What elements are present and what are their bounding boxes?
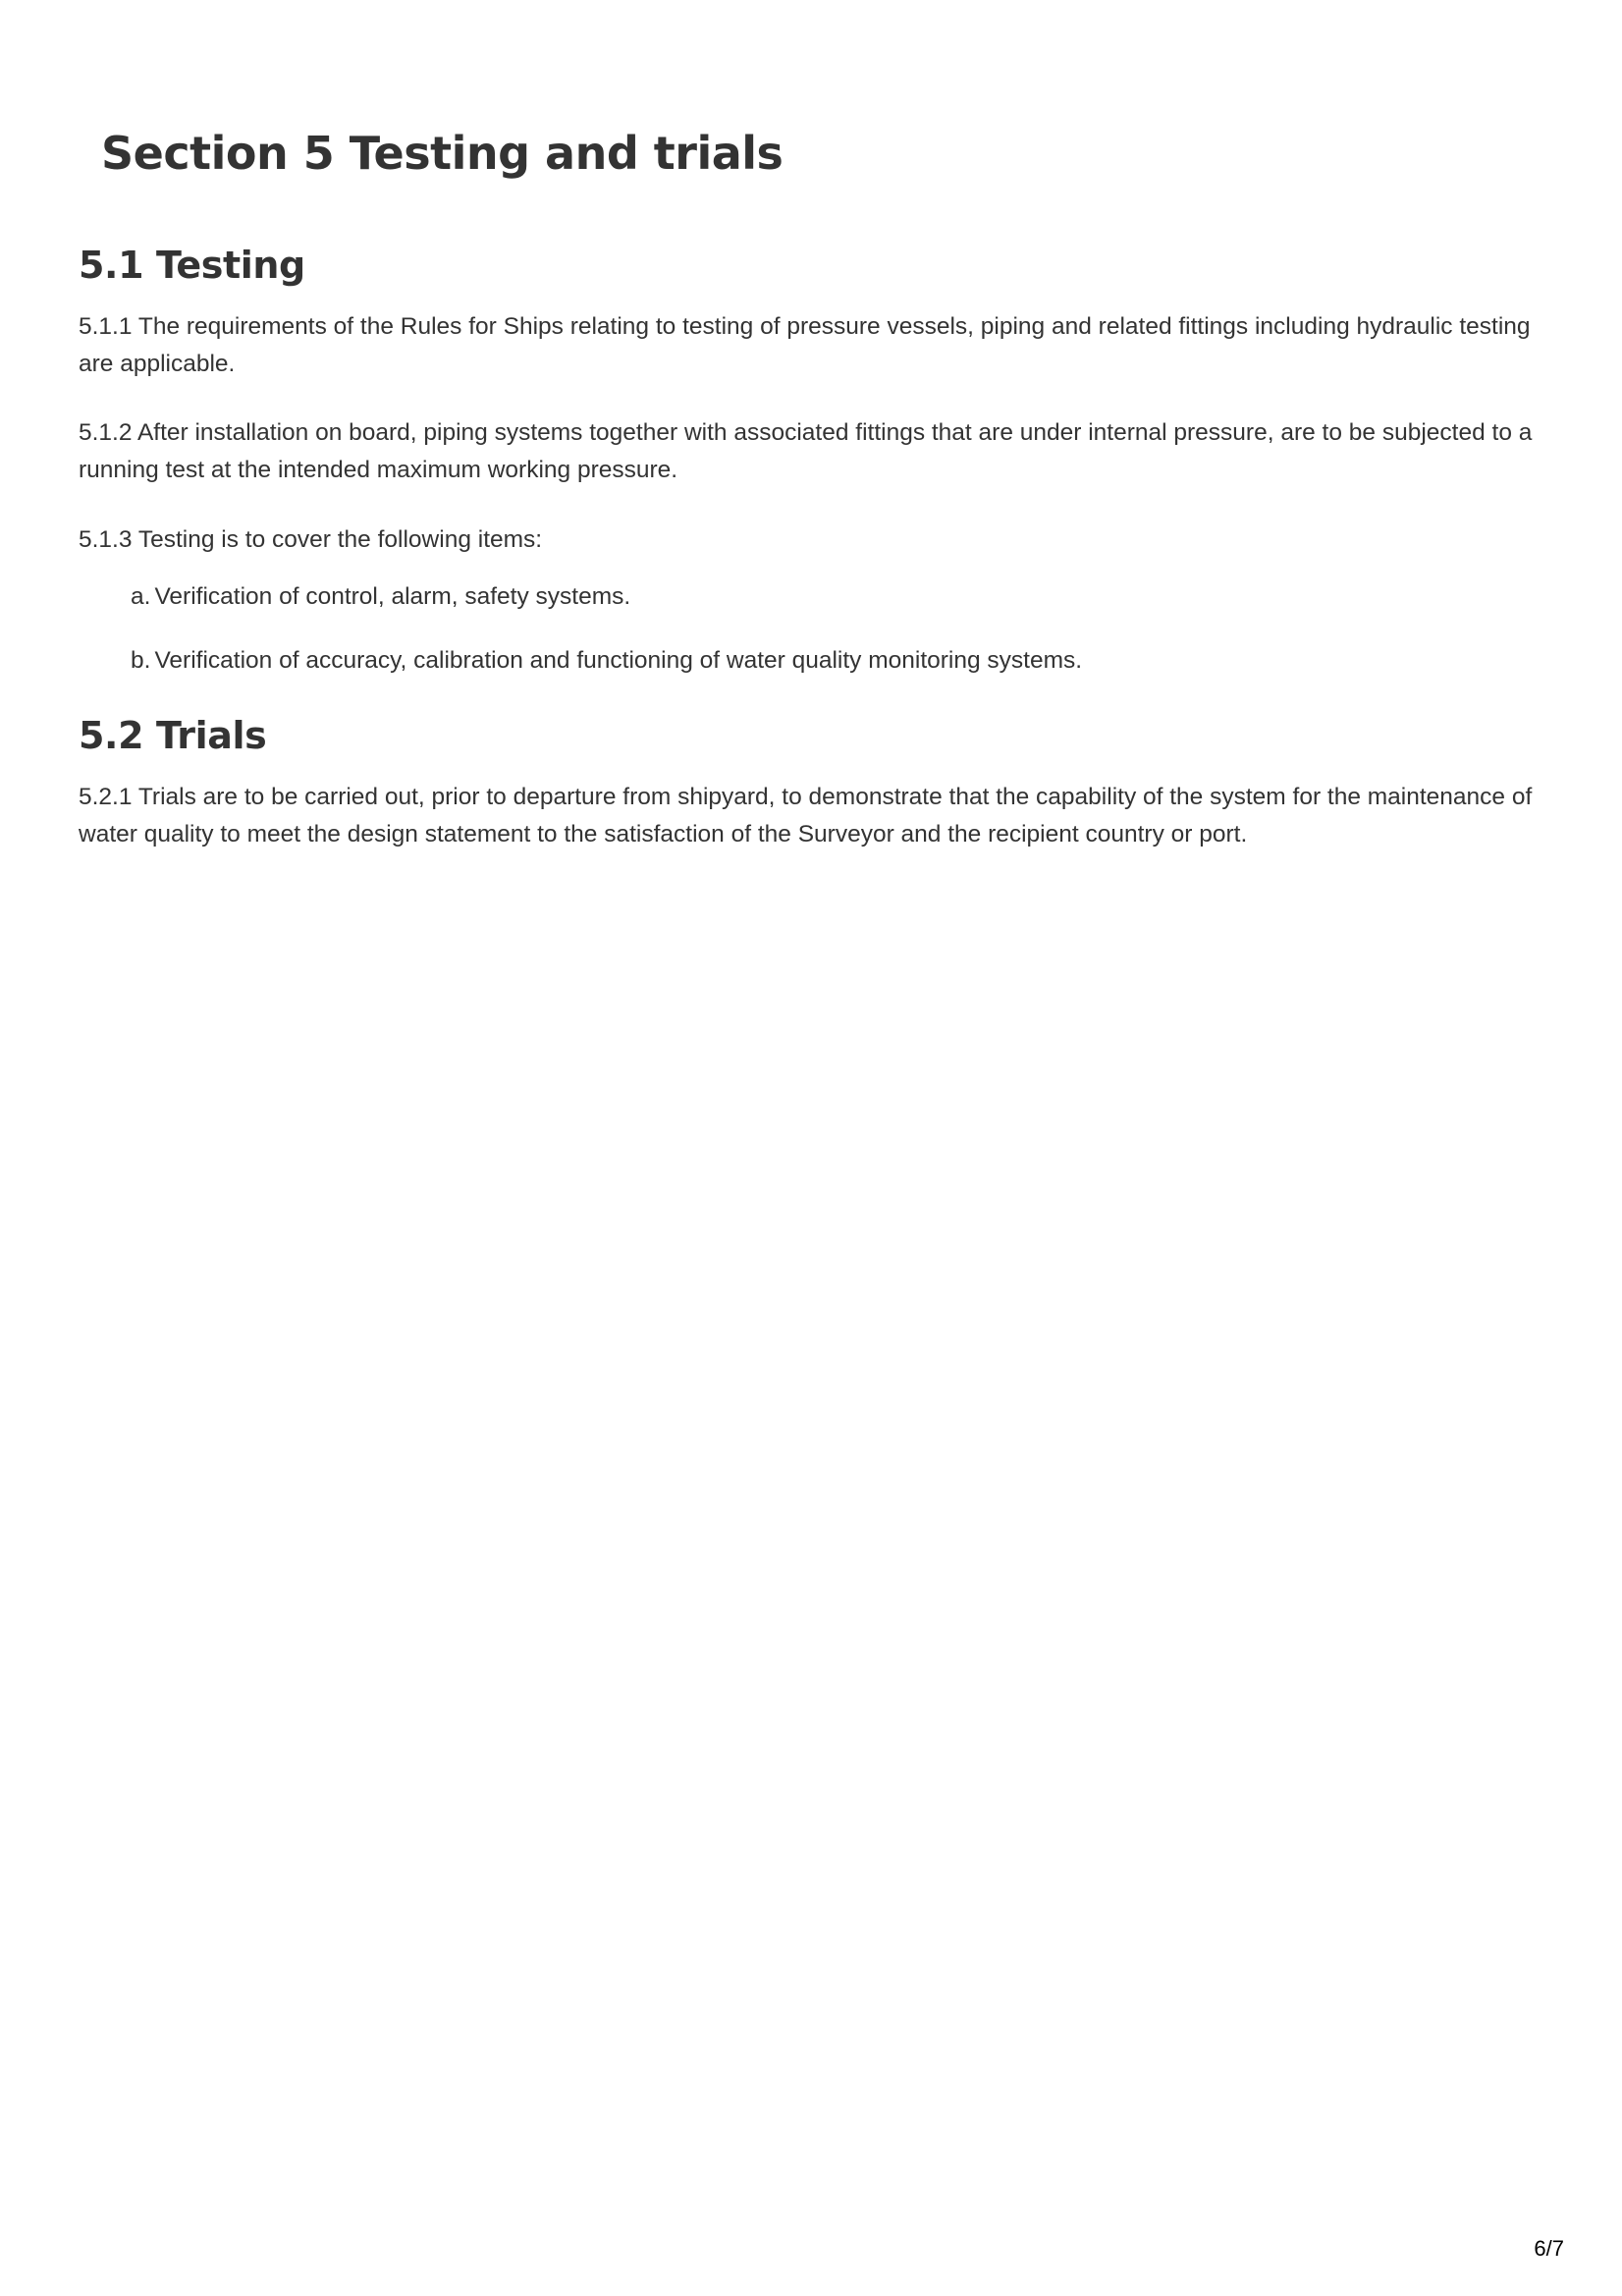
list-item-text: Verification of accuracy, calibration and functioning of water quality monitoring systems. [154,647,1083,674]
paragraph-5-1-2: 5.1.2 After installation on board, piping systems together with associated fittings that are under internal pressure, are to be subjected to a running test at the intended maximum working pressure. [79,419,1533,483]
section-content [79,236,1561,853]
testing-heading: 5.1 Testing [79,244,305,287]
testing-items-list [79,578,1561,680]
list-item-text: Verification of control, alarm, safety systems. [154,583,631,610]
paragraph-5-1-1: 5.1.1 The requirements of the Rules for Ships relating to testing of pressure vessels, piping and related fittings including hydraulic testing are applicable. [79,313,1531,377]
trials-heading: 5.2 Trials [79,714,267,757]
section-title: Section 5 Testing and trials [101,127,784,180]
page-number: 6/7 [1534,2236,1564,2261]
paragraph-5-2-1: 5.2.1 Trials are to be carried out, prior to departure from shipyard, to demonstrate that the capability of the system for the maintenance of water quality to meet the design statement to the satisfaction of the Surveyor and the recipient country or port. [79,784,1533,847]
list-item [131,642,1561,680]
list-item [131,578,1561,616]
paragraph-5-1-3: 5.1.3 Testing is to cover the following items: [79,526,543,553]
list-item-marker: a. [131,583,151,610]
list-item-marker: b. [131,647,151,674]
